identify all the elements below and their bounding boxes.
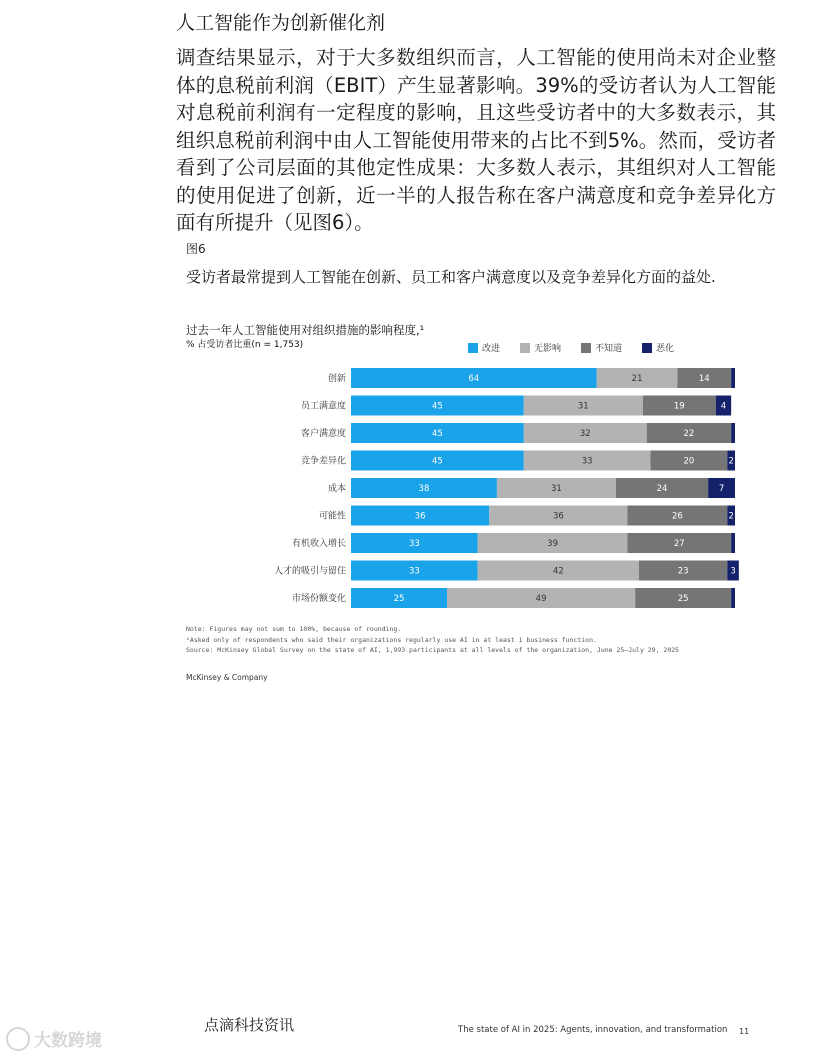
category-label: 客户满意度 bbox=[300, 429, 346, 439]
bar-value-label: 2 bbox=[728, 511, 734, 522]
legend-label: 恶化 bbox=[656, 344, 675, 354]
bar-value-label: 25 bbox=[393, 594, 405, 604]
legend-label: 不知道 bbox=[595, 344, 623, 354]
body-paragraph: 调查结果显示，对于大多数组织而言，人工智能的使用尚未对企业整体的息税前利润（EBIT）产生显著影响。39%的受访者认为人工智能对息税前利润有一定程度的影响，且这些受访者中的大多数表示，其组织息税前利润中由人工智能使用带来的占比不到5%。然而，受访者看到了公司层面的其他定性成果：大多数人表示，其组织对人工智能的使用促进了创新，近一半的人报告称在客户满意度和竞争差异化方面有所提升（见图6）。 bbox=[176, 46, 776, 234]
bar-value-label: 26 bbox=[671, 511, 683, 522]
figure-unit: % 占受访者比重(n = 1,753) bbox=[186, 340, 304, 350]
bar-value-label: 31 bbox=[551, 484, 562, 494]
category-label: 竞争差异化 bbox=[300, 456, 346, 467]
watermark-text: 大数跨境 bbox=[34, 1031, 102, 1051]
note-line: Source: McKinsey Global Survey on the state of AI, 1,993 participants at all levels of the organization, June 25–July 29, 2025 bbox=[186, 646, 680, 654]
legend-label: 改进 bbox=[482, 344, 501, 354]
bar-value-label: 27 bbox=[673, 539, 685, 549]
bar-value-label: 23 bbox=[677, 566, 689, 577]
bar-value-label: 64 bbox=[468, 374, 480, 384]
bar-value-label: 31 bbox=[577, 401, 589, 412]
note-line: Note: Figures may not sum to 100%, because of rounding. bbox=[186, 625, 402, 633]
bar-value-label: 45 bbox=[431, 456, 443, 467]
bar-value-label: 14 bbox=[698, 374, 710, 384]
bar-value-label: 36 bbox=[552, 511, 564, 522]
category-label: 创新 bbox=[327, 374, 346, 384]
bar-value-label: 22 bbox=[683, 429, 695, 439]
bar-value-label: 39 bbox=[547, 539, 559, 549]
category-label: 人才的吸引与留住 bbox=[273, 566, 346, 577]
bar-value-label: 33 bbox=[408, 566, 420, 577]
page-number: 11 bbox=[739, 1027, 750, 1036]
watermark bbox=[6, 1026, 102, 1051]
figure-title: 受访者最常提到人工智能在创新、员工和客户满意度以及竞争差异化方面的益处. bbox=[186, 268, 716, 286]
bar-value-label: 2 bbox=[728, 456, 734, 467]
category-label: 可能性 bbox=[318, 511, 346, 522]
bar-segment bbox=[731, 423, 735, 443]
watermark-logo-icon bbox=[6, 1027, 30, 1051]
figure-subtitle: 过去一年人工智能使用对组织措施的影响程度,¹ bbox=[186, 323, 425, 337]
section-title: 人工智能作为创新催化剂 bbox=[176, 12, 386, 34]
bar-value-label: 45 bbox=[431, 401, 443, 412]
bar-value-label: 19 bbox=[673, 401, 685, 412]
category-label: 有机收入增长 bbox=[291, 539, 346, 549]
bar-value-label: 4 bbox=[720, 401, 727, 412]
figure-notes bbox=[186, 624, 679, 656]
footer-report-title: The state of AI in 2025: Agents, innovation, and transformation bbox=[458, 1025, 728, 1035]
bar-value-label: 38 bbox=[418, 484, 430, 494]
bar-value-label: 33 bbox=[581, 456, 593, 467]
bar-value-label: 7 bbox=[718, 484, 725, 494]
figure-label: 图6 bbox=[186, 242, 206, 256]
bar-value-label: 24 bbox=[656, 484, 668, 494]
legend-label: 无影响 bbox=[534, 344, 562, 354]
bar-segment bbox=[731, 533, 735, 553]
bar-value-label: 25 bbox=[677, 594, 689, 604]
bar-value-label: 33 bbox=[408, 539, 420, 549]
bar-value-label: 32 bbox=[579, 429, 591, 439]
category-label: 成本 bbox=[327, 484, 346, 494]
bar-value-label: 42 bbox=[552, 566, 564, 577]
bar-value-label: 21 bbox=[631, 374, 643, 384]
footer-brand: 点滴科技资讯 bbox=[204, 1016, 295, 1034]
bar-value-label: 20 bbox=[683, 456, 695, 467]
bar-value-label: 49 bbox=[535, 594, 547, 604]
company-name: McKinsey & Company bbox=[186, 673, 268, 682]
bar-value-label: 45 bbox=[431, 429, 443, 439]
bar-value-label: 3 bbox=[730, 566, 736, 577]
bar-segment bbox=[731, 588, 735, 608]
note-line: ¹Asked only of respondents who said their organizations regularly use AI in at least 1 business function. bbox=[186, 635, 597, 644]
category-label: 员工满意度 bbox=[300, 401, 346, 412]
bar-segment bbox=[731, 368, 735, 388]
bar-value-label: 36 bbox=[414, 511, 426, 522]
category-label: 市场份额变化 bbox=[291, 594, 346, 604]
